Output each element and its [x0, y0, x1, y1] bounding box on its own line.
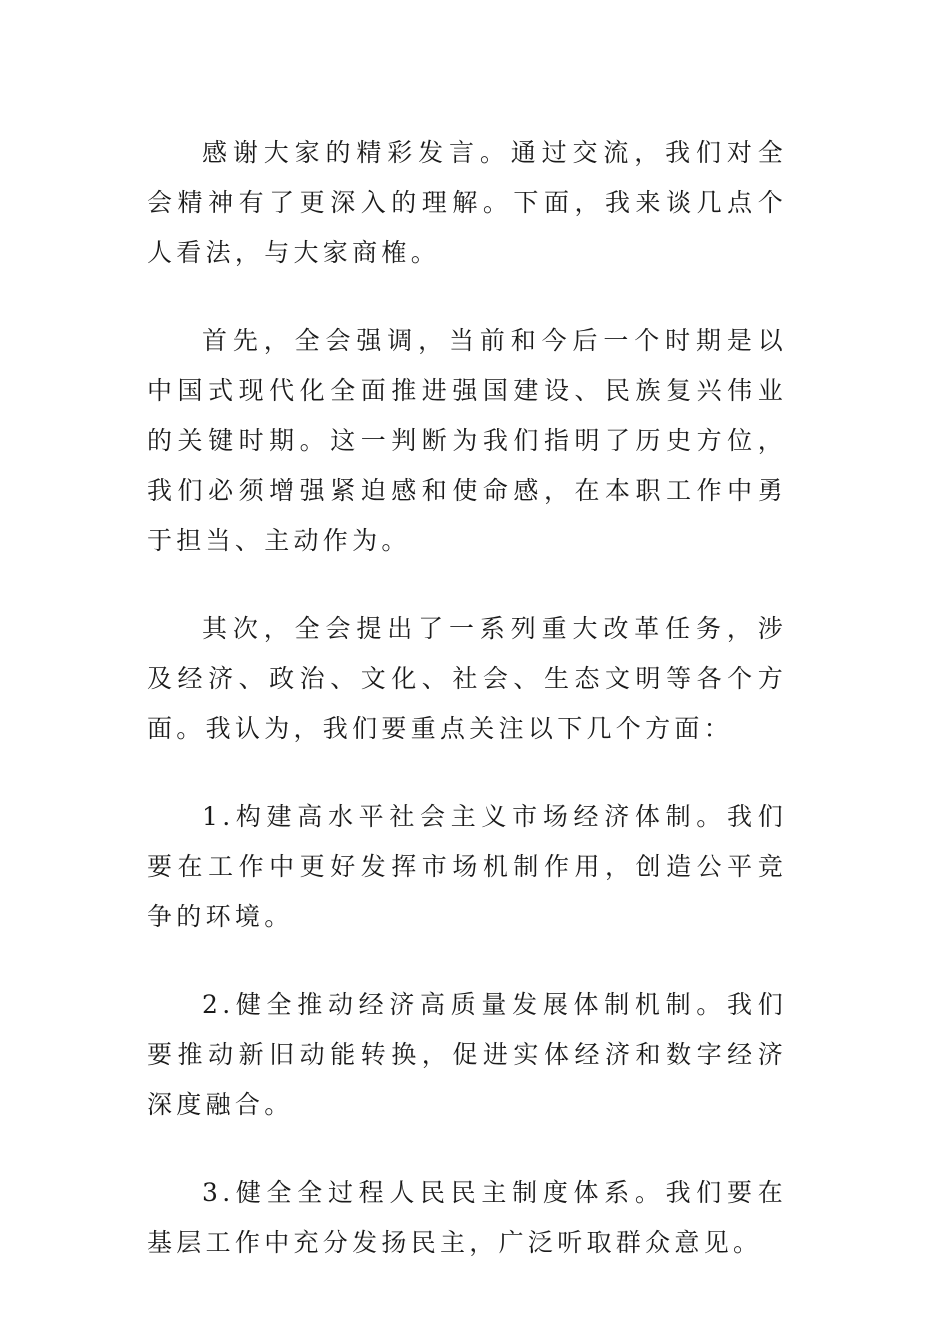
paragraph-first-point: 首先，全会强调，当前和今后一个时期是以中国式现代化全面推进强国建设、民族复兴伟业的关键时期。这一判断为我们指明了历史方位，我们必须增强紧迫感和使命感，在本职工作中勇于担当、主动作为。 — [147, 326, 787, 555]
list-item-2: 2.健全推动经济高质量发展体制机制。我们要推动新旧动能转换，促进实体经济和数字经济深度融合。 — [147, 990, 787, 1119]
paragraph-opening: 感谢大家的精彩发言。通过交流，我们对全会精神有了更深入的理解。下面，我来谈几点个人看法，与大家商榷。 — [147, 138, 787, 267]
list-item-3: 3.健全全过程人民民主制度体系。我们要在基层工作中充分发扬民主，广泛听取群众意见。 — [147, 1178, 787, 1257]
document-body — [147, 128, 787, 1306]
list-item-1: 1.构建高水平社会主义市场经济体制。我们要在工作中更好发挥市场机制作用，创造公平竞争的环境。 — [147, 802, 787, 931]
paragraph-second-point: 其次，全会提出了一系列重大改革任务，涉及经济、政治、文化、社会、生态文明等各个方面。我认为，我们要重点关注以下几个方面： — [147, 614, 787, 743]
